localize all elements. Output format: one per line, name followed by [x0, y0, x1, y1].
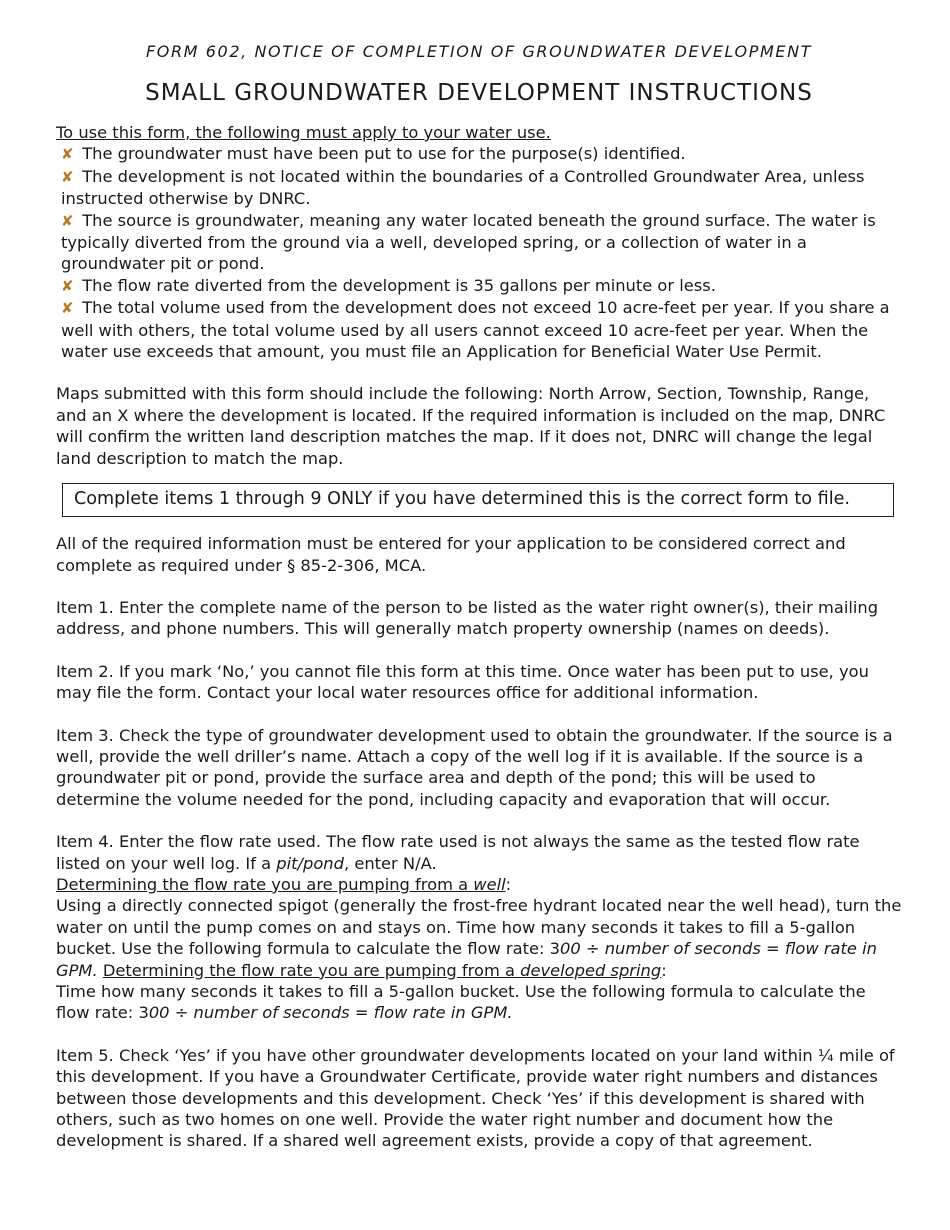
requirement-text: The development is not located within the boundaries of a Controlled Groundwater Area, unless instructed otherwise by DNRC. [61, 166, 865, 209]
spring-instructions: Time how many seconds it takes to fill a 5-gallon bucket. Use the following formula to calculate the flow rate: 3 [56, 982, 866, 1023]
pit-pond-term: pit/pond [276, 853, 344, 873]
instructions-page [56, 40, 902, 1152]
required-info-paragraph: All of the required information must be entered for your application to be considered correct and complete as required under § 85-2-306, MCA. [56, 534, 846, 575]
item-label: Item 4. [56, 832, 114, 852]
spring-heading [103, 961, 661, 980]
spring-term: developed spring [520, 960, 662, 980]
list-item [56, 143, 902, 165]
item-label: Item 1. [56, 597, 114, 617]
item-label: Item 2. [56, 661, 114, 681]
x-mark-icon: ✘ [61, 167, 74, 186]
spring-formula: 00 ÷ number of seconds = flow rate in GPM. [148, 1003, 513, 1023]
list-item [56, 166, 902, 210]
well-heading [56, 875, 506, 894]
item-text: Enter the flow rate used. The flow rate used is not always the same as the tested flow rate listed on your well log. If a [56, 832, 860, 873]
requirements-list [56, 143, 902, 362]
item-text: If you mark ‘No,’ you cannot file this form at this time. Once water has been put to use, you may file the form. Contact your local water resources office for additional information. [56, 661, 869, 703]
requirement-text: The source is groundwater, meaning any water located beneath the ground surface. The water is typically diverted from the ground via a well, developed spring, or a collection of water in a groundwater pit or pond. [61, 210, 876, 274]
item-1 [56, 597, 902, 640]
well-formula: 00 ÷ number of seconds = flow rate in GPM. [56, 939, 877, 980]
x-mark-icon: ✘ [61, 299, 74, 318]
item-2 [56, 661, 902, 704]
item-5 [56, 1045, 902, 1152]
well-term: well [473, 874, 506, 894]
list-item [56, 297, 902, 362]
item-3 [56, 725, 902, 811]
colon: : [661, 960, 667, 980]
maps-paragraph: Maps submitted with this form should include the following: North Arrow, Section, Township, Range, and an X where the development is located. If the required information is included on the map, DNRC will confirm the written land description matches the map. If it does not, DNRC will change the legal land description to match the map. [56, 384, 886, 468]
item-label: Item 3. [56, 725, 114, 745]
x-mark-icon: ✘ [61, 145, 74, 164]
item-text: Enter the complete name of the person to be listed as the water right owner(s), their mailing address, and phone numbers. This will generally match property ownership (names on deeds). [56, 597, 879, 639]
item-text: Check the type of groundwater development used to obtain the groundwater. If the source is a well, provide the well driller’s name. Attach a copy of the well log if it is available. If the source is a groundwater pit or pond, provide the surface area and depth of the pond; this will be used to determine the volume needed for the pond, including capacity and evaporation that will occur. [56, 725, 893, 809]
item-text: Check ‘Yes’ if you have other groundwater developments located on your land within ¼ mile of this development. If you have a Groundwater Certificate, provide water right numbers and distances between those developments and this development. Check ‘Yes’ if this development is shared with others, such as two homes on one well. Provide the water right number and document how the development is shared. If a shared well agreement exists, provide a copy of that agreement. [56, 1045, 895, 1151]
requirement-text: The groundwater must have been put to use for the purpose(s) identified. [82, 144, 686, 164]
list-item [56, 275, 902, 297]
item-text-end: , enter N/A. [343, 853, 437, 873]
item-4 [56, 831, 902, 1024]
requirements-intro: To use this form, the following must apply to your water use. [56, 123, 551, 142]
spring-heading-text: Determining the flow rate you are pumping from a [102, 960, 521, 980]
x-mark-icon: ✘ [61, 276, 74, 295]
boxed-notice: Complete items 1 through 9 ONLY if you have determined this is the correct form to file. [62, 483, 894, 517]
item-label: Item 5. [56, 1045, 114, 1065]
requirement-text: The total volume used from the development does not exceed 10 acre-feet per year. If you share a well with others, the total volume used by all users cannot exceed 10 acre-feet per year. When the water use exceeds that amount, you must file an Application for Beneficial Water Use Permit. [61, 298, 890, 362]
requirement-text: The flow rate diverted from the development is 35 gallons per minute or less. [82, 275, 716, 295]
x-mark-icon: ✘ [61, 211, 74, 230]
well-instructions: Using a directly connected spigot (generally the frost-free hydrant located near the well head), turn the water on until the pump comes on and stays on. Time how many seconds it takes to fill a 5-gallon bucket. Use the following formula to calculate the flow rate: 3 [56, 896, 902, 959]
colon: : [505, 874, 512, 894]
page-title: SMALL GROUNDWATER DEVELOPMENT INSTRUCTIONS [145, 80, 813, 106]
list-item [56, 210, 902, 275]
form-title: FORM 602, NOTICE OF COMPLETION OF GROUNDWATER DEVELOPMENT [145, 42, 813, 61]
well-heading-text: Determining the flow rate you are pumping from a [56, 874, 474, 894]
